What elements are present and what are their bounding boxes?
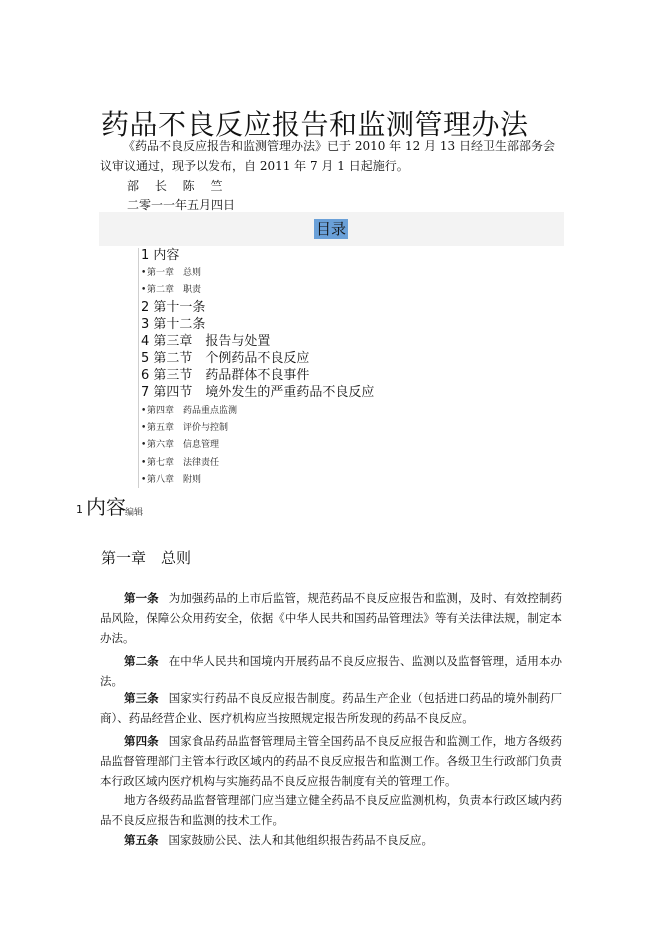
- bullet-icon: •: [141, 285, 147, 295]
- signature-date: 二零一一年五月四日: [127, 198, 236, 212]
- article-paragraph: [100, 688, 562, 728]
- toc-item-label: 第四章 药品重点监测: [147, 406, 238, 416]
- toc-heading[interactable]: 目录: [316, 220, 347, 238]
- toc-item[interactable]: [141, 350, 309, 367]
- article-paragraph: [100, 588, 562, 648]
- toc-item[interactable]: [141, 266, 201, 280]
- toc-item-label: 2 第十一条: [141, 300, 206, 315]
- toc-item-label: 5 第二节 个例药品不良反应: [141, 351, 310, 366]
- chapter-title: 第一章 总则: [101, 549, 192, 567]
- bullet-icon: •: [141, 458, 147, 468]
- toc-item[interactable]: [141, 333, 270, 350]
- bullet-icon: •: [141, 440, 147, 450]
- toc-item-label: 3 第十二条: [141, 317, 206, 332]
- toc-item-label: 7 第四节 境外发生的严重药品不良反应: [141, 385, 375, 400]
- section-edit-link[interactable]: 编辑: [125, 508, 144, 518]
- article-label: 第三条: [124, 691, 159, 705]
- article-paragraph: [100, 651, 562, 691]
- bullet-icon: •: [141, 268, 147, 278]
- article-text: 国家实行药品不良反应报告制度。药品生产企业（包括进口药品的境外制药厂商）、药品经营企业、医疗机构应当按照规定报告所发现的药品不良反应。: [100, 691, 563, 725]
- bullet-icon: •: [141, 406, 147, 416]
- article-label: 第一条: [124, 591, 159, 605]
- article-paragraph: [100, 830, 562, 850]
- toc-item[interactable]: [141, 299, 205, 316]
- toc-item[interactable]: [141, 438, 219, 452]
- article-paragraph: [100, 731, 562, 791]
- toc-item-label: 第二章 职责: [147, 285, 202, 295]
- toc-item-label: 第五章 评价与控制: [147, 423, 229, 433]
- toc-item[interactable]: [141, 404, 237, 418]
- toc-item[interactable]: [141, 367, 309, 384]
- toc-item-label: 第一章 总则: [147, 268, 202, 278]
- toc-item[interactable]: [141, 247, 179, 264]
- toc-item-label: 6 第三节 药品群体不良事件: [141, 368, 310, 383]
- article-text: 在中华人民共和国境内开展药品不良反应报告、监测以及监督管理，适用本办法。: [100, 654, 563, 688]
- bullet-icon: •: [141, 423, 147, 433]
- toc-item[interactable]: [141, 316, 205, 333]
- toc-item[interactable]: [141, 283, 201, 297]
- toc-item[interactable]: [141, 456, 219, 470]
- article-label: 第五条: [124, 833, 159, 847]
- article-paragraph: [100, 790, 562, 830]
- signature-role: 部 长 陈 竺: [127, 179, 229, 193]
- bullet-icon: •: [141, 475, 147, 485]
- article-text: 为加强药品的上市后监管，规范药品不良反应报告和监测，及时、有效控制药品风险，保障公众用药安全，依据《中华人民共和国药品管理法》等有关法律法规，制定本办法。: [100, 591, 563, 645]
- intro-paragraph: 《药品不良反应报告和监测管理办法》已于 2010 年 12 月 13 日经卫生部部务会议审议通过，现予以发布，自 2011 年 7 月 1 日起施行。: [100, 139, 555, 173]
- toc-item[interactable]: [141, 384, 374, 401]
- document-title: 药品不良反应报告和监测管理办法: [101, 107, 529, 141]
- toc-item[interactable]: [141, 421, 228, 435]
- article-text: 国家鼓励公民、法人和其他组织报告药品不良反应。: [168, 833, 433, 847]
- toc-divider: [138, 248, 139, 488]
- article-label: 第四条: [124, 734, 159, 748]
- section-title: 内容: [86, 495, 126, 519]
- toc-item-label: 第七章 法律责任: [147, 458, 220, 468]
- toc-item[interactable]: [141, 473, 201, 487]
- article-label: 第二条: [124, 654, 159, 668]
- toc-item-label: 第八章 附则: [147, 475, 202, 485]
- toc-item-label: 第六章 信息管理: [147, 440, 220, 450]
- article-text: 国家食品药品监督管理局主管全国药品不良反应报告和监测工作，地方各级药品监督管理部门主管本行政区域内的药品不良反应报告和监测工作。各级卫生行政部门负责本行政区域内医疗机构与实施药品不良反应报告制度有关的管理工作。: [100, 734, 563, 788]
- toc-item-label: 4 第三章 报告与处置: [141, 334, 271, 349]
- section-number: 1: [76, 503, 83, 516]
- toc-item-label: 1 内容: [141, 248, 180, 263]
- article-text: 地方各级药品监督管理部门应当建立健全药品不良反应监测机构，负责本行政区域内药品不良反应报告和监测的技术工作。: [100, 793, 562, 827]
